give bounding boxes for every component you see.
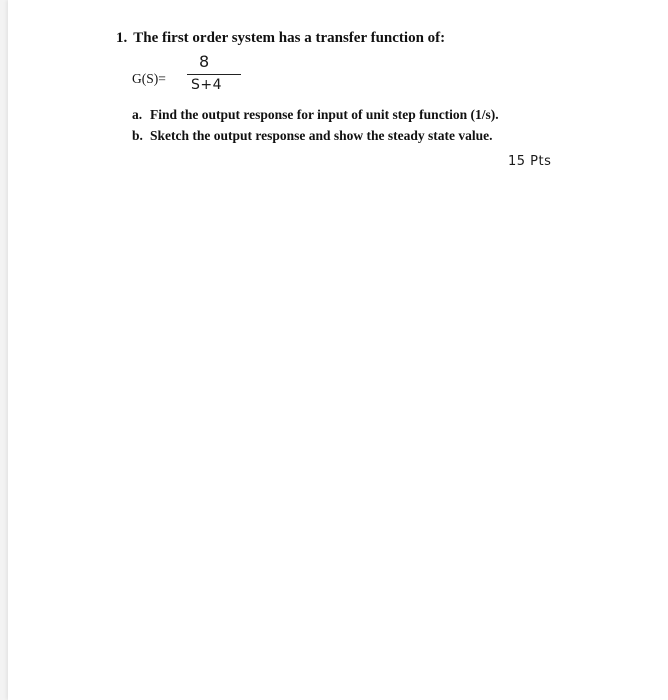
sub-question-a bbox=[132, 107, 499, 123]
sub-question-label: a. bbox=[132, 107, 143, 122]
points-annotation: 15 Pts bbox=[508, 154, 552, 169]
question-text: The first order system has a transfer function of: bbox=[133, 30, 446, 46]
fraction-denominator: S+4 bbox=[191, 77, 223, 93]
question-number: 1. bbox=[116, 30, 128, 46]
document-page bbox=[8, 0, 668, 700]
sub-question-label: b. bbox=[132, 128, 143, 143]
fraction-bar bbox=[187, 74, 241, 75]
question-title bbox=[116, 30, 445, 47]
fraction-numerator: 8 bbox=[199, 52, 210, 71]
sub-question-text: Find the output response for input of unit step function (1/s). bbox=[150, 107, 499, 122]
sub-question-b bbox=[132, 128, 493, 144]
sub-question-text: Sketch the output response and show the steady state value. bbox=[150, 128, 493, 143]
transfer-function-lhs: G(S)= bbox=[132, 71, 166, 86]
